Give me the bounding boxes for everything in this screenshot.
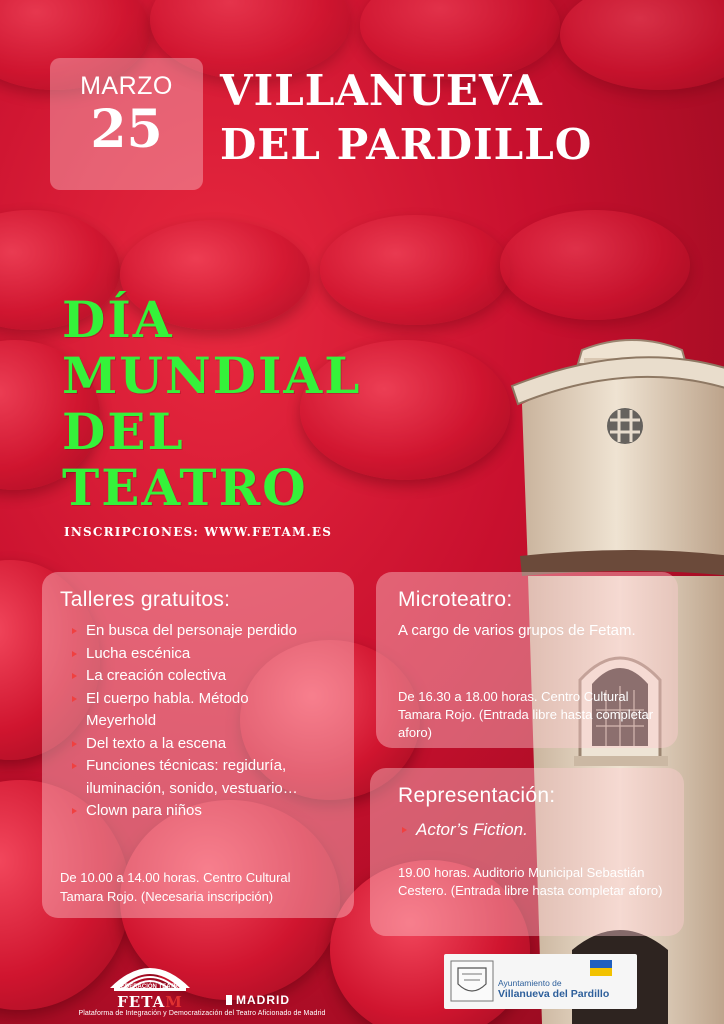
fetam-tagline: Plataforma de Integración y Democratización del Teatro Aficionado de Madrid: [78, 1010, 326, 1017]
event-line-1: DÍA: [62, 290, 174, 349]
madrid-text: MADRID: [236, 993, 290, 1007]
microteatro-title: Microteatro:: [398, 588, 513, 611]
workshops-schedule-line-2: Tamara Rojo. (Necesaria inscripción): [60, 889, 274, 904]
ayuntamiento-logo: [444, 954, 637, 1009]
workshop-item: En busca del personaje perdido: [70, 620, 298, 643]
town-title: [220, 64, 592, 172]
flag-icon: [590, 960, 612, 976]
workshops-list: [70, 620, 298, 823]
workshop-item: Lucha escénica: [70, 643, 298, 666]
ayuntamiento-line-2: Villanueva del Pardillo: [498, 988, 610, 1000]
representacion-show: Actor’s Fiction.: [400, 820, 528, 840]
workshop-item-continuation: iluminación, sonido, vestuario…: [86, 779, 298, 797]
town-line-2: DEL PARDILLO: [220, 120, 593, 169]
event-line-3: DEL: [62, 402, 185, 461]
madrid-bear-icon: [226, 995, 232, 1005]
event-line-4: TEATRO: [62, 458, 308, 517]
madrid-logo: [226, 993, 290, 1007]
workshop-item: Clown para niños: [70, 800, 298, 823]
workshops-schedule: [60, 868, 291, 906]
registration-website: INSCRIPCIONES: WWW.FETAM.ES: [64, 525, 333, 539]
date-month: MARZO: [80, 72, 173, 100]
ayuntamiento-line-1: Ayuntamiento de: [498, 978, 562, 988]
fetam-name-last-letter: M: [165, 993, 183, 1011]
representacion-schedule: 19.00 horas. Auditorio Municipal Sebastián Cestero. (Entrada libre hasta completar aforo): [398, 865, 663, 898]
workshops-panel: [42, 572, 354, 918]
workshop-item: La creación colectiva: [70, 665, 298, 688]
date-day: 25: [90, 99, 163, 160]
microteatro-panel: [376, 572, 678, 748]
fetam-name: [100, 993, 200, 1011]
workshop-item-continuation: Meyerhold: [86, 712, 157, 729]
crest-icon: [450, 960, 494, 1002]
date-badge: [50, 58, 203, 190]
fetam-name-text: FETAM: [117, 993, 183, 1011]
microteatro-schedule: De 16.30 a 18.00 horas. Centro Cultural Tamara Rojo. (Entrada libre hasta completar aforo): [398, 689, 654, 740]
workshop-item: Del texto a la escena: [70, 733, 298, 756]
event-line-2: MUNDIAL: [62, 346, 362, 405]
workshop-item: El cuerpo habla. Método: [70, 688, 298, 711]
microteatro-description: A cargo de varios grupos de Fetam.: [398, 622, 636, 639]
fetam-small-caption: FEDERACIÓN TEATRO: [117, 984, 183, 990]
workshops-title: Talleres gratuitos:: [60, 588, 231, 611]
workshops-schedule-line-1: De 10.00 a 14.00 horas. Centro Cultural: [60, 870, 291, 885]
event-title: [62, 292, 361, 516]
representacion-panel: [370, 768, 684, 936]
workshop-item: Funciones técnicas: regiduría,: [70, 755, 298, 778]
town-line-1: VILLANUEVA: [220, 66, 543, 115]
representacion-title: Representación:: [398, 784, 556, 807]
